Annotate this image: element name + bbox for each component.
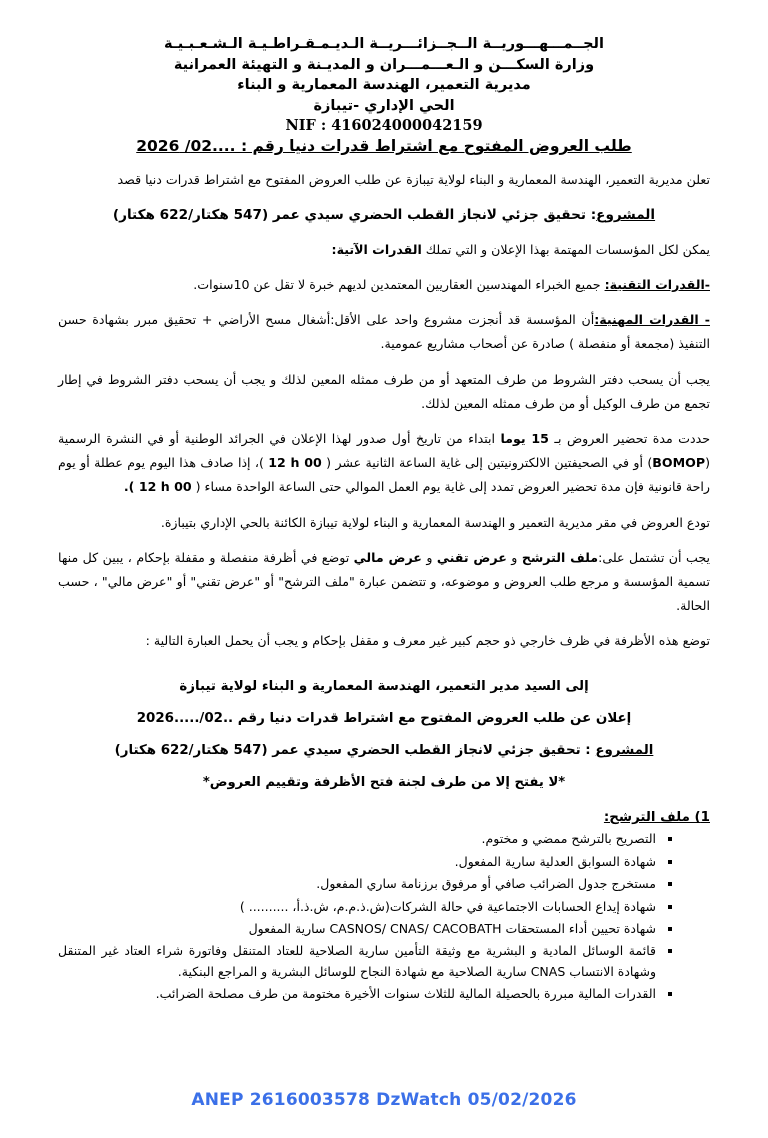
deposit-paragraph: تودع العروض في مقر مديرية التعمير و الهندسة المعمارية و البناء لولاية تيبازة الكائنة بالحي الإداري بتيبازة. [160,514,710,530]
deadline-paragraph [58,427,710,500]
intro-paragraph: تعلن مديرية التعمير، الهندسة المعمارية و البناء لولاية تيبازة عن طلب العروض المفتوح مع اشتراط قدرات دنيا قصد [117,172,710,188]
envelope-contents-paragraph [58,546,710,619]
envelope-candidacy-file: ملف الترشح [521,549,599,565]
header-nif: NIF : 416024000042159 [285,117,483,135]
envelope-rest: توضع في أظرفة منفصلة و مقفلة بإحكام ، يبين كل منها تسمية المؤسسة و مرجع طلب العروض و موضوعه، و تتضمن عبارة "ملف الترشح" أو "عرض تقني" أو "عرض مالي" ، حسب الحالة. [58,549,710,614]
eligibility-bold: القدرات الآتية: [331,241,422,257]
deadline-part-1: حددت مدة تحضير العروض بـ [548,430,710,446]
deadline-time-1: 12 h 00 [268,455,322,471]
envelope-sep-1: و [506,549,522,565]
deadline-days: 15 يوما [500,430,549,446]
envelope-technical-offer: عرض تقني [436,549,507,565]
professional-capacity-label: - القدرات المهنية: [594,312,710,328]
list-item: شهادة إيداع الحسابات الاجتماعية في حالة الشركات(ش.ذ.م.م، ش.ذ.أ، .......... ) [58,897,672,917]
outer-envelope-paragraph: توضع هذه الأظرفة في ظرف خارجي ذو حجم كبير غير معرف و مقفل بإحكام و يجب أن يحمل العبارة التالية : [145,633,710,649]
eligibility-prefix: يمكن لكل المؤسسات المهتمة بهذا الإعلان و التي تملك [421,241,710,257]
envelope-address-block [58,675,710,794]
header-ministry-line: وزارة السكـــن و الـعـــمـــران و المديـنة و التهيئة العمرانية [173,56,595,73]
list-item: شهادة السوابق العدلية سارية المفعول. [58,852,672,872]
header-country-line: الجــمـــهـــوريــة الــجــزائـــريــة الـديـمـقـراطـيـة الـشـعـبـيـة [164,36,604,52]
envelope-financial-offer: عرض مالي [353,549,422,565]
envelope-sep-2: و [421,549,437,565]
deadline-part-4: )، إذا صادف هذا اليوم يوم عطلة أو يوم راحة قانونية فإن مدة تحضير العروض تمدد إلى غاية يوم العمل الموالي حتى الساعة الواحدة مساء ( [58,455,710,495]
announcement-reference-line: إعلان عن طلب العروض المفتوح مع اشتراط قدرات دنيا رقم ..02/.....2026 [136,711,632,727]
candidacy-file-heading: 1) ملف الترشح: [603,810,710,826]
deadline-part-3: ) أو في الصحيفتين الالكترونيتين إلى غاية الساعة الثانية عشر ( [321,455,653,471]
list-item: مستخرج جدول الضرائب صافي أو مرفوق برزنامة ساري المفعول. [58,874,672,894]
technical-capacity-label: -القدرات التقنية: [604,277,710,293]
list-item: قائمة الوسائل المادية و البشرية مع وثيقة التأمين سارية الصلاحية للعتاد المتنقل وفاتورة شراء العتاد غير المتنقل وشهادة الانتساب CNAS سارية الصلاحية مع شهادة النجاح للوسائل البشرية و المراجع البنكية. [58,941,672,982]
deadline-part-2: ابتداء من تاريخ أول صدور لهذا الإعلان في الجرائد الوطنية أو في النشرة الرسمية ( [58,430,710,471]
document-header [58,34,710,155]
list-item: شهادة تحيين أداء المستحقات CASNOS/ CNAS/ CACOBATH سارية المفعول [58,919,672,939]
address-project-text: : تحقيق جزئي لانجاز القطب الحضري سيدي عمر (547 هكتار/622 هكتار) [114,743,596,759]
candidacy-file-section [58,810,710,1004]
project-label: المشروع [596,207,656,224]
document-footer [0,1090,768,1110]
bomop-label: BOMOP [652,455,706,471]
address-project-line [58,739,710,763]
anep-reference: ANEP 2616003578 DzWatch 05/02/2026 [191,1090,577,1110]
list-item: التصريح بالترشح ممضي و مختوم. [58,829,672,849]
candidacy-file-list [58,829,710,1004]
address-project-label: المشروع [595,743,654,759]
project-text: : تحقيق جزئي لانجاز القطب الحضري سيدي عمر (547 هكتار/622 هكتار) [112,207,597,224]
deadline-time-2: 12 h 00 [138,479,192,495]
do-not-open-notice: *لا يفتح إلا من طرف لجنة فتح الأظرفة وتقييم العروض* [202,774,566,790]
tender-title: طلب العروض المفتوح مع اشتراط قدرات دنيا رقم : ....02/ 2026 [136,137,632,156]
addressee-line: إلى السيد مدير التعمير، الهندسة المعمارية و البناء لولاية تيبازة [179,679,589,695]
professional-capacity-paragraph [58,308,710,356]
list-item: القدرات المالية مبررة بالحصيلة المالية للثلاث سنوات الأخيرة مختومة من طرف مصلحة الضرائب. [58,984,672,1004]
deadline-part-5: ). [123,479,139,495]
envelope-prefix: يجب أن تشتمل على: [598,549,711,565]
technical-capacity-paragraph [58,273,710,297]
professional-capacity-text: أن المؤسسة قد أنجزت مشروع واحد على الأقل:أشغال مسح الأراضي + تحقيق مبرر بشهادة حسن التنفيذ (مجمعة أو منفصلة ) صادرة عن أصحاب مشاريع عمومية. [58,312,710,352]
header-directorate-line: مديرية التعمير، الهندسة المعمارية و البناء [237,77,531,94]
header-address-line: الحي الإداري -تيبازة [313,97,455,114]
technical-capacity-text: جميع الخبراء المهندسين العقاريين المعتمدين لديهم خبرة لا تقل عن 10سنوات. [193,277,605,293]
eligibility-paragraph [58,238,710,262]
document-body [58,168,710,653]
project-line [58,203,710,227]
withdraw-booklet-paragraph: يجب أن يسحب دفتر الشروط من طرف المتعهد أو من طرف ممثله المعين لذلك و يجب أن يسحب دفتر الشروط في إطار تجمع من طرف الوكيل أو من طرف ممثله المعين لذلك. [58,371,710,411]
